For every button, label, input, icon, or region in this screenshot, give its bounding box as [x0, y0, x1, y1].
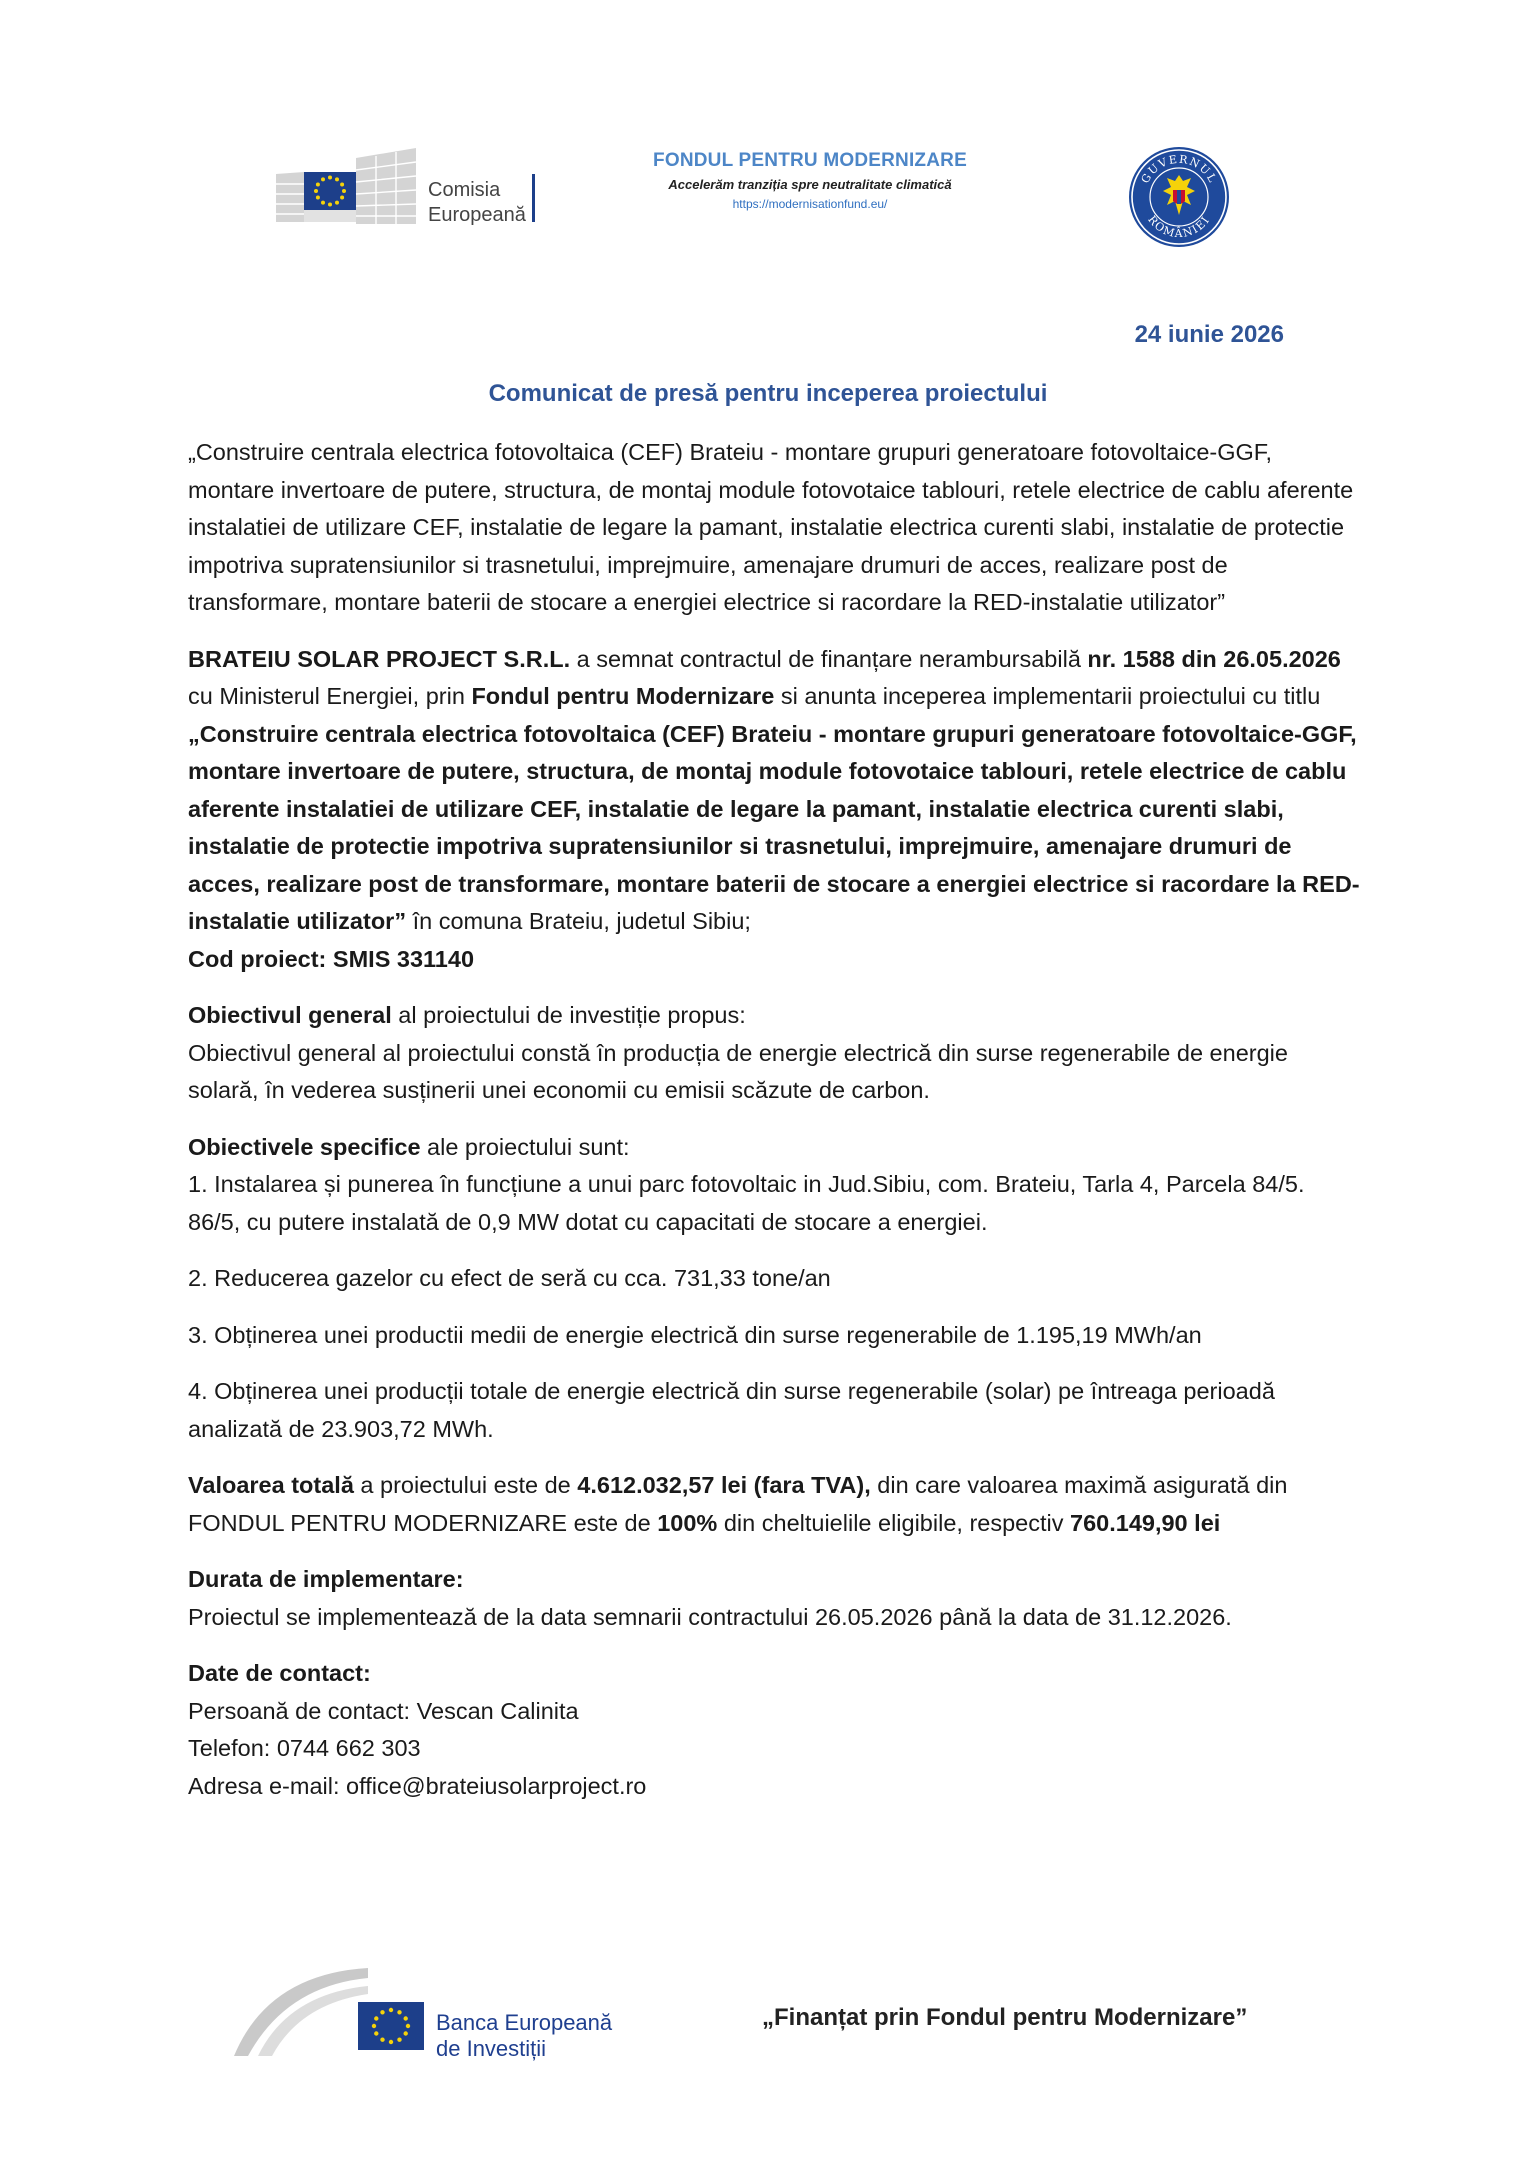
eib-name-line1: Banca Europeană — [436, 2010, 613, 2035]
fund-title: FONDUL PENTRU MODERNIZARE — [653, 150, 967, 171]
specific-objectives: Obiectivele specifice ale proiectului sunt: 1. Instalarea și punerea în funcțiune a unui parc fotovoltaic in Jud.Sibiu, com. Brateiu, Tarla 4, Parcela 84/5. 86/5, cu putere instalată de 0,9 MW dotat cu capacitati de stocare a energiei. — [188, 1133, 1305, 1235]
eligible-amount: 760.149,90 lei — [1070, 1509, 1221, 1536]
ec-divider-bar — [532, 174, 535, 222]
seal-text-bottom: ROMÂNIEI — [1145, 213, 1213, 241]
modernisation-fund-header — [560, 150, 1060, 211]
contact-email: Adresa e-mail: office@brateiusolarproject.ro — [188, 1772, 647, 1799]
specific-objectives-label: Obiectivele specifice — [188, 1133, 421, 1160]
project-value: Valoarea totală a proiectului este de 4.612.032,57 lei (fara TVA), din care valoarea maximă asigurată din FONDUL PENTRU MODERNIZARE este de 100% din cheltuielile eligibile, respectiv 760.149,90 lei — [188, 1472, 1288, 1536]
general-objective-label: Obiectivul general — [188, 1002, 392, 1028]
contact-person: Persoană de contact: Vescan Calinita — [188, 1697, 579, 1724]
eib-name — [436, 2010, 612, 2062]
fund-url: https://modernisationfund.eu/ — [732, 197, 888, 211]
eib-logo — [228, 1964, 648, 2060]
contract-number: nr. 1588 din 26.05.2026 — [1087, 645, 1341, 672]
total-amount: 4.612.032,57 lei (fara TVA), — [577, 1472, 871, 1498]
ec-name-line1: Comisia — [428, 179, 501, 201]
specific-objective-item: 3. Obținerea unei productii medii de energie electrică din surse regenerabile de 1.195,19 MWh/an — [188, 1321, 1202, 1348]
romanian-government-seal — [1127, 145, 1231, 249]
implementation-duration — [188, 1561, 1363, 1636]
company-name: BRATEIU SOLAR PROJECT S.R.L. — [188, 645, 571, 672]
ec-building-flag-icon — [276, 148, 426, 224]
duration-text: Proiectul se implementează de la data semnarii contractului 26.05.2026 până la data de 31.12.2026. — [188, 1603, 1232, 1630]
duration-label: Durata de implementare: — [188, 1566, 464, 1592]
funding-percent: 100% — [657, 1509, 718, 1536]
project-title: „Construire centrala electrica fotovoltaica (CEF) Brateiu - montare grupuri generatoare fotovoltaice-GGF, montare invertoare de putere, structura, de montaj module fotovotaice tablouri, retele electrice de cablu aferente instalatiei de utilizare CEF, instalatie de legare la pamant, instalatie electrica curenti slabi, instalatie de protectie impotriva supratensiunilor si trasnetului, imprejmuire, amenajare drumuri de acces, realizare post de transformare, montare baterii de stocare a energiei electrice si racordare la RED-instalatie utilizator” — [188, 720, 1360, 934]
specific-objective-item: 4. Obținerea unei producții totale de energie electrică din surse regenerabile (solar) pe întreaga perioadă analizată de 23.903,72 MWh. — [188, 1378, 1275, 1442]
fund-name: Fondul pentru Modernizare — [471, 683, 775, 709]
contract-paragraph: BRATEIU SOLAR PROJECT S.R.L. a semnat contractul de finanțare nerambursabilă nr. 1588 din 26.05.2026 cu Ministerul Energiei, prin Fondul pentru Modernizare si anunta inceperea implementarii proiectului cu titlu „Construire centrala electrica fotovoltaica (CEF) Brateiu - montare grupuri generatoare fotovoltaice-GGF, montare invertoare de putere, structura, de montaj module fotovotaice tablouri, retele electrice de cablu aferente instalatiei de utilizare CEF, instalatie de legare la pamant, instalatie electrica curenti slabi, instalatie de protectie impotriva supratensiunilor si trasnetului, imprejmuire, amenajare drumuri de acces, realizare post de transformare, montare baterii de stocare a energiei electrice si racordare la RED-instalatie utilizator” în comuna Brateiu, judetul Sibiu; Cod proiect: SMIS 331140 — [188, 645, 1360, 972]
contact-details — [188, 1655, 1363, 1805]
value-label: Valoarea totală — [188, 1472, 354, 1498]
seal-text-top: GUVERNUL — [1138, 152, 1220, 186]
general-objective: Obiectivul general al proiectului de investiție propus: Obiectivul general al proiectului constă în producția de energie electrică din surse regenerabile de energie solară, în vederea susținerii unei economii cu emisii scăzute de carbon. — [188, 1002, 1288, 1103]
ec-name-line2: Europeană — [428, 204, 526, 226]
page-title: Comunicat de presă pentru inceperea proiectului — [488, 380, 1048, 407]
project-intro: „Construire centrala electrica fotovoltaica (CEF) Brateiu - montare grupuri generatoare fotovoltaice-GGF, montare invertoare de putere, structura, de montaj module fotovotaice tablouri, retele electrice de cablu aferente instalatiei de utilizare CEF, instalatie de legare la pamant, instalatie electrica curenti slabi, instalatie de protectie impotriva supratensiunilor si trasnetului, imprejmuire, amenajare drumuri de acces, realizare post de transformare, montare baterii de stocare a energiei electrice si racordare la RED-instalatie utilizator” — [188, 439, 1354, 615]
project-code: Cod proiect: SMIS 331140 — [188, 945, 475, 972]
ec-name — [428, 178, 526, 228]
press-release-body — [188, 434, 1363, 1824]
specific-objective-item: 1. Instalarea și punerea în funcțiune a unui parc fotovoltaic in Jud.Sibiu, com. Brateiu, Tarla 4, Parcela 84/5. 86/5, cu putere instalată de 0,9 MW dotat cu capacitati de stocare a energiei. — [188, 1171, 1305, 1235]
fund-tagline: Accelerăm tranziția spre neutralitate climatică — [668, 177, 952, 192]
specific-objective-item: 2. Reducerea gazelor cu efect de seră cu cca. 731,33 tone/an — [188, 1265, 831, 1291]
gov-seal-icon — [1127, 145, 1231, 249]
eib-arch-flag-icon — [228, 1964, 428, 2060]
general-objective-text: Obiectivul general al proiectului constă în producția de energie electrică din surse regenerabile de energie solară, în vederea susținerii unei economii cu emisii scăzute de carbon. — [188, 1039, 1288, 1103]
contact-label: Date de contact: — [188, 1660, 371, 1686]
eib-name-line2: de Investiții — [436, 2036, 547, 2061]
contact-phone: Telefon: 0744 662 303 — [188, 1735, 421, 1761]
release-date: 24 iunie 2026 — [1134, 321, 1284, 348]
funded-by-text: „Finanțat prin Fondul pentru Modernizare” — [762, 2004, 1248, 2031]
european-commission-logo — [276, 148, 546, 224]
